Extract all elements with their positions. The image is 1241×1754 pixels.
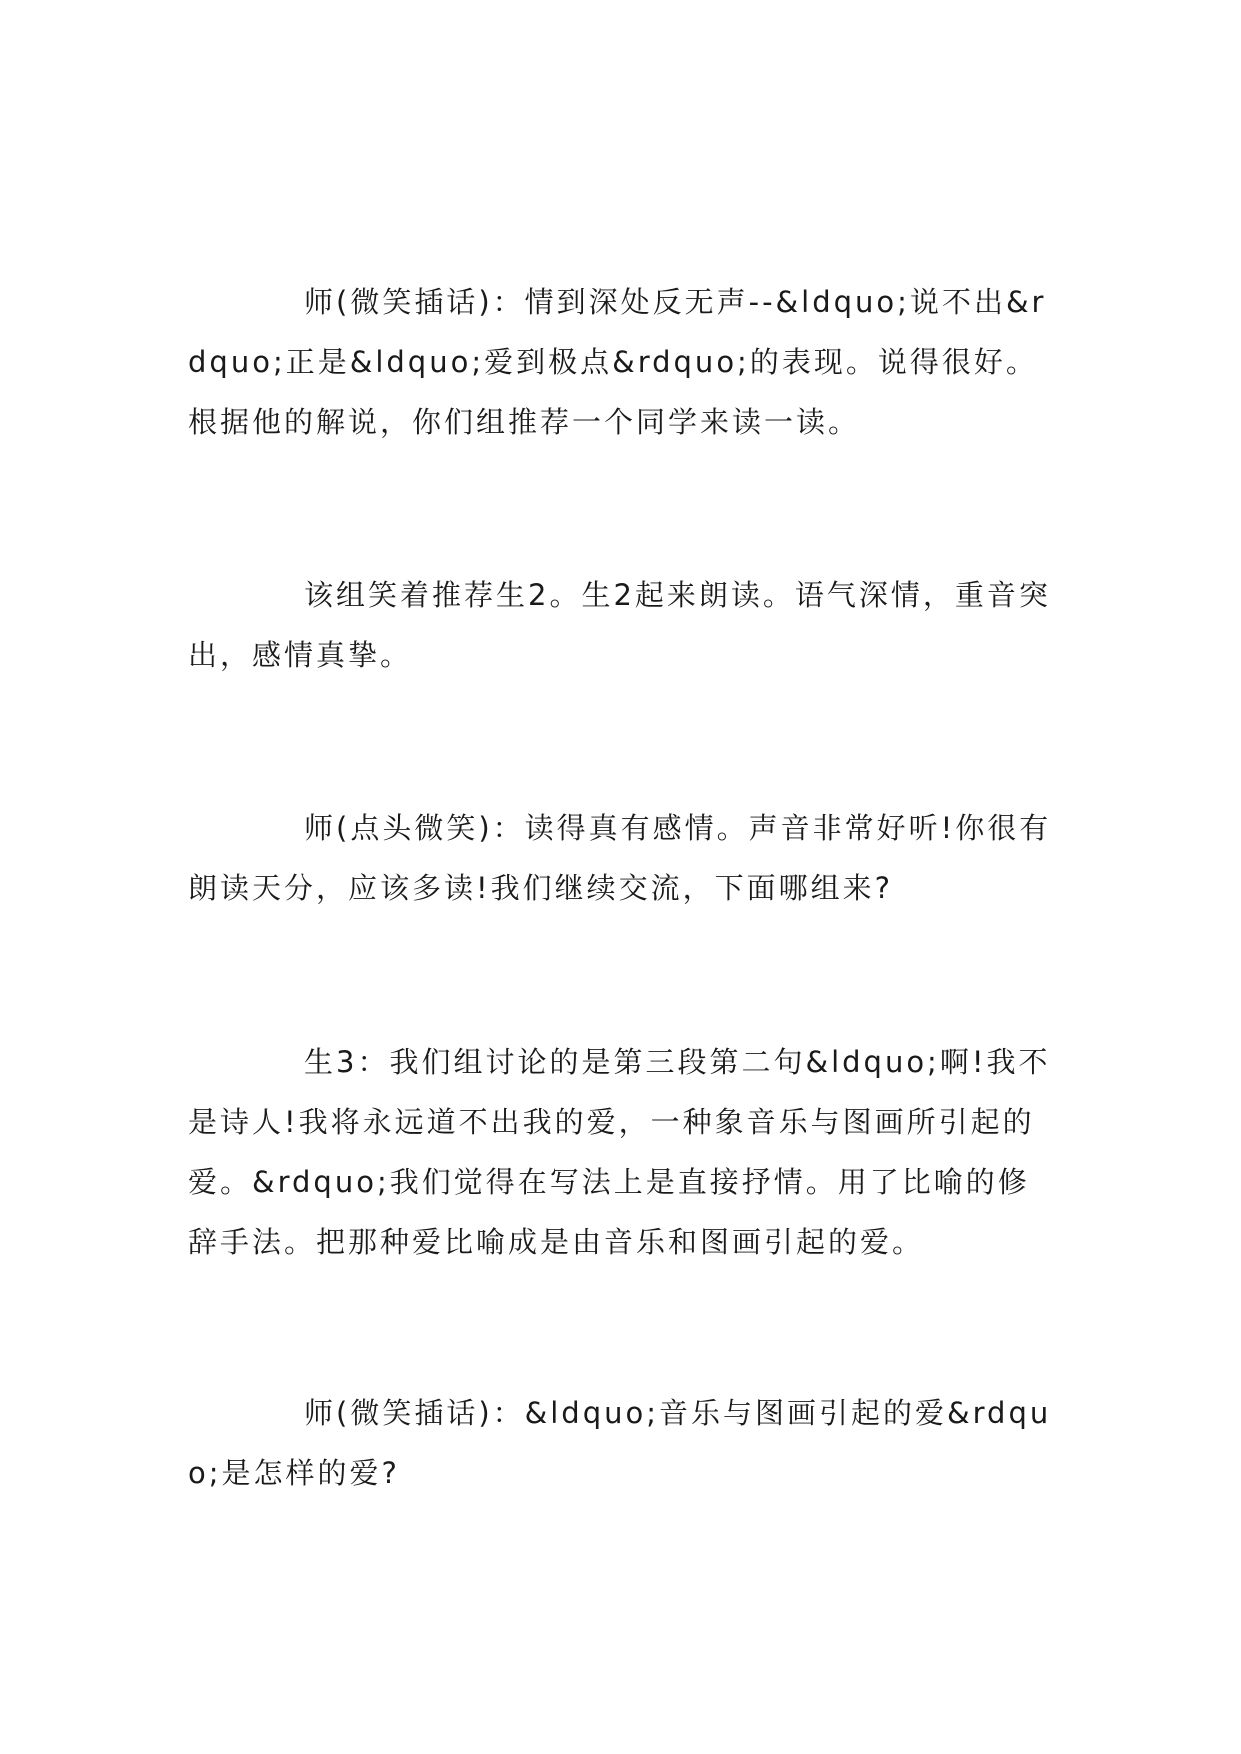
paragraph-teacher-question: 师(微笑插话)：&ldquo;音乐与图画引起的爱&rdquo;是怎样的爱? xyxy=(188,1396,1052,1490)
paragraph-teacher-comment-1: 师(微笑插话)：情到深处反无声--&ldquo;说不出&rdquo;正是&ldquo;爱到极点&rdquo;的表现。说得很好。根据他的解说，你们组推荐一个同学来读一读。 xyxy=(188,285,1047,439)
paragraph-teacher-praise: 师(点头微笑)：读得真有感情。声音非常好听!你很有朗读天分，应该多读!我们继续交流，下面哪组来? xyxy=(188,811,1052,905)
paragraph-student-3-discussion: 生3：我们组讨论的是第三段第二句&ldquo;啊!我不是诗人!我将永远道不出我的爱，一种象音乐与图画所引起的爱。&rdquo;我们觉得在写法上是直接抒情。用了比喻的修辞手法。把那种爱比喻成是由音乐和图画引起的爱。 xyxy=(188,1045,1051,1259)
paragraph-student-2-reading: 该组笑着推荐生2。生2起来朗读。语气深情，重音突出，感情真挚。 xyxy=(188,578,1051,672)
